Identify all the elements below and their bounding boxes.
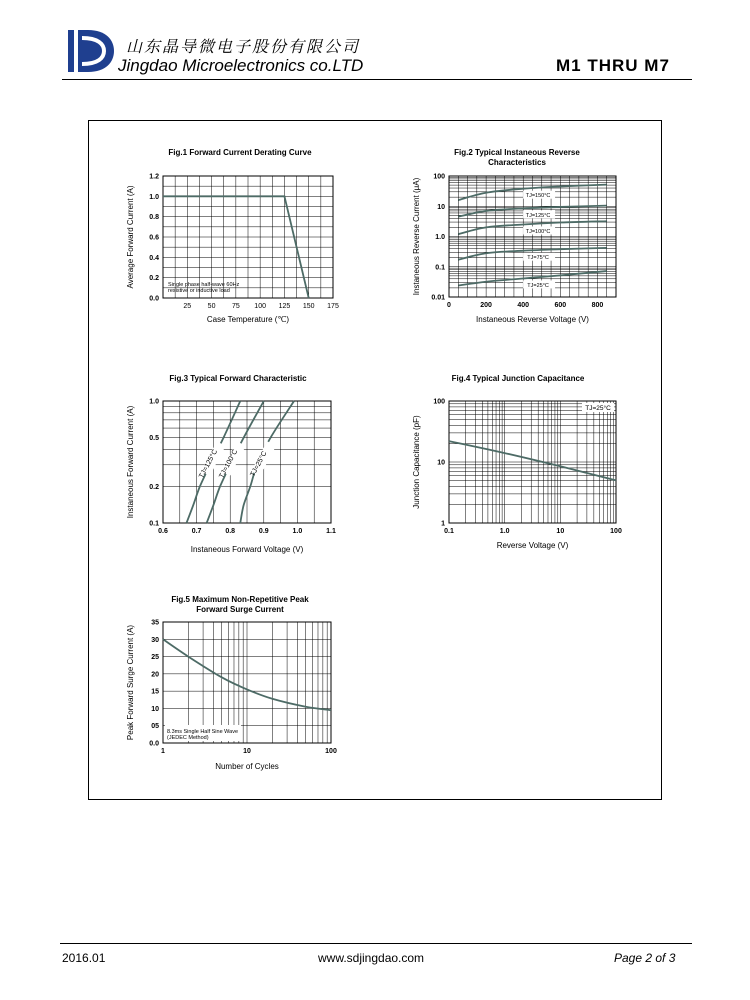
fig5-annotation: (JEDEC Method) <box>167 735 209 741</box>
fig5-ytick-label: 0.0 <box>149 740 159 748</box>
fig3-xtick-label: 0.9 <box>258 528 269 535</box>
fig5-ytick-label: 05 <box>151 723 159 731</box>
fig4-annotation: TJ=25°C <box>585 405 611 412</box>
fig2-series-label: TJ=125°C <box>525 212 551 219</box>
fig3-series-label: TJ=100°C <box>218 448 240 480</box>
fig1-xlabel: Case Temperature (℃) <box>206 315 290 324</box>
fig5-ytick-label: 35 <box>151 619 159 627</box>
fig5-xtick-label: 100 <box>325 748 337 755</box>
fig5-ylabel: Peak Forward Surge Current (A) <box>126 624 135 741</box>
fig2-xtick-label: 400 <box>517 302 530 309</box>
fig4-title: Fig.4 Typical Junction Capacitance <box>451 374 585 383</box>
fig4-xlabel: Reverse Voltage (V) <box>496 541 569 550</box>
fig4-ytick-label: 10 <box>437 459 445 467</box>
fig5-xtick-label: 1 <box>161 748 165 755</box>
company-name-cn: 山东晶导微电子股份有限公司 <box>126 39 361 56</box>
fig4-chart <box>449 401 616 523</box>
fig2-ytick-label: 1.0 <box>435 234 445 241</box>
fig4-xtick-label: 10 <box>556 528 565 535</box>
model-title: M1 THRU M7 <box>556 56 670 75</box>
fig1-xtick-label: 25 <box>183 303 192 310</box>
fig1-xtick-label: 75 <box>231 303 240 310</box>
fig3-ytick-label: 0.5 <box>149 435 159 443</box>
fig1-xtick-label: 150 <box>302 303 315 310</box>
fig2-xtick-label: 0 <box>447 302 451 309</box>
fig4-ylabel: Junction Capacitance (pF) <box>412 415 421 509</box>
fig2-xlabel: Instaneous Reverse Voltage (V) <box>476 315 589 324</box>
fig4-series-line <box>449 441 616 480</box>
fig1-ytick-label: 0.0 <box>149 295 159 303</box>
fig1-ytick-label: 1.0 <box>149 193 159 201</box>
fig5-ytick-label: 15 <box>151 688 159 696</box>
fig1-annotation: Single phase half-wave 60Hz <box>168 282 240 288</box>
fig2-title: Characteristics <box>488 158 546 167</box>
fig1-ylabel: Average Forward Current (A) <box>126 185 135 289</box>
fig5-title: Forward Surge Current <box>196 605 284 614</box>
fig3-title: Fig.3 Typical Forward Characteristic <box>169 374 307 383</box>
fig3-ytick-label: 0.1 <box>149 520 159 528</box>
fig5-xlabel: Number of Cycles <box>215 762 279 771</box>
fig1-xtick-label: 175 <box>327 303 339 310</box>
fig3-xtick-label: 0.8 <box>225 528 236 535</box>
fig5-title: Fig.5 Maximum Non-Repetitive Peak <box>171 595 309 604</box>
fig1-xtick-label: 100 <box>254 303 266 310</box>
fig2-series-label: TJ=75°C <box>527 255 549 262</box>
fig2-ytick-label: 100 <box>433 173 445 181</box>
fig3-xtick-label: 1.1 <box>326 528 336 535</box>
fig1-xtick-label: 50 <box>207 303 216 310</box>
fig1-title: Fig.1 Forward Current Derating Curve <box>168 148 312 157</box>
fig2-series-label: TJ=150°C <box>525 193 551 200</box>
fig5-ytick-label: 10 <box>151 705 159 713</box>
fig2-ytick-label: 10 <box>437 203 445 211</box>
fig1-ytick-label: 0.4 <box>149 254 159 262</box>
fig3-xtick-label: 0.7 <box>191 528 202 535</box>
fig3-ylabel: Instaneous Forward Current (A) <box>126 405 135 519</box>
fig3-series-label: TJ=25°C <box>249 450 269 478</box>
footer-rule <box>60 943 692 944</box>
footer-date: 2016.01 <box>62 951 106 965</box>
fig3-chart <box>163 401 331 523</box>
fig4-xtick-label: 0.1 <box>444 528 454 535</box>
fig3-xtick-label: 1.0 <box>292 528 303 535</box>
fig5-ytick-label: 20 <box>151 671 159 679</box>
fig1-ytick-label: 0.6 <box>149 234 159 242</box>
company-name-en: Jingdao Microelectronics co.LTD <box>118 56 364 75</box>
fig4-ytick-label: 1 <box>441 520 445 528</box>
fig5-annotation: 8.3ms Single Half Sine Wave <box>167 729 239 735</box>
fig5-chart <box>163 622 331 743</box>
fig3-xlabel: Instaneous Forward Voltage (V) <box>190 545 304 554</box>
fig4-xtick-label: 100 <box>610 528 622 535</box>
fig3-ytick-label: 1.0 <box>149 398 159 406</box>
fig3-xtick-label: 0.6 <box>158 528 168 535</box>
fig2-ytick-label: 0.1 <box>435 264 445 272</box>
fig5-ytick-label: 30 <box>151 636 159 644</box>
fig1-xtick-label: 125 <box>278 303 291 310</box>
fig5-xtick-label: 10 <box>243 748 251 755</box>
fig3-series-label: TJ=125°C <box>198 448 220 480</box>
fig2-ytick-label: 0.01 <box>431 294 445 302</box>
fig1-ytick-label: 0.2 <box>149 275 159 283</box>
fig1-ytick-label: 0.8 <box>149 214 159 222</box>
fig5-ytick-label: 25 <box>151 654 159 662</box>
fig4-ytick-label: 100 <box>433 398 445 406</box>
fig2-title: Fig.2 Typical Instaneous Reverse <box>454 148 580 157</box>
fig2-series-label: TJ=100°C <box>525 228 551 235</box>
fig1-annotation: resistive or inductive load <box>168 288 230 294</box>
fig2-xtick-label: 600 <box>554 302 567 309</box>
footer-url: www.sdjingdao.com <box>318 951 425 965</box>
footer-page: Page 2 of 3 <box>614 951 676 965</box>
fig2-xtick-label: 800 <box>591 302 604 309</box>
fig2-ylabel: Instaneous Reverse Current (μA) <box>412 177 421 296</box>
fig3-ytick-label: 0.2 <box>149 483 159 491</box>
fig2-series-label: TJ=25°C <box>527 282 549 289</box>
fig1-chart <box>163 176 333 298</box>
fig2-xtick-label: 200 <box>480 302 492 309</box>
fig1-ytick-label: 1.2 <box>149 173 159 181</box>
fig4-xtick-label: 1.0 <box>499 528 510 535</box>
